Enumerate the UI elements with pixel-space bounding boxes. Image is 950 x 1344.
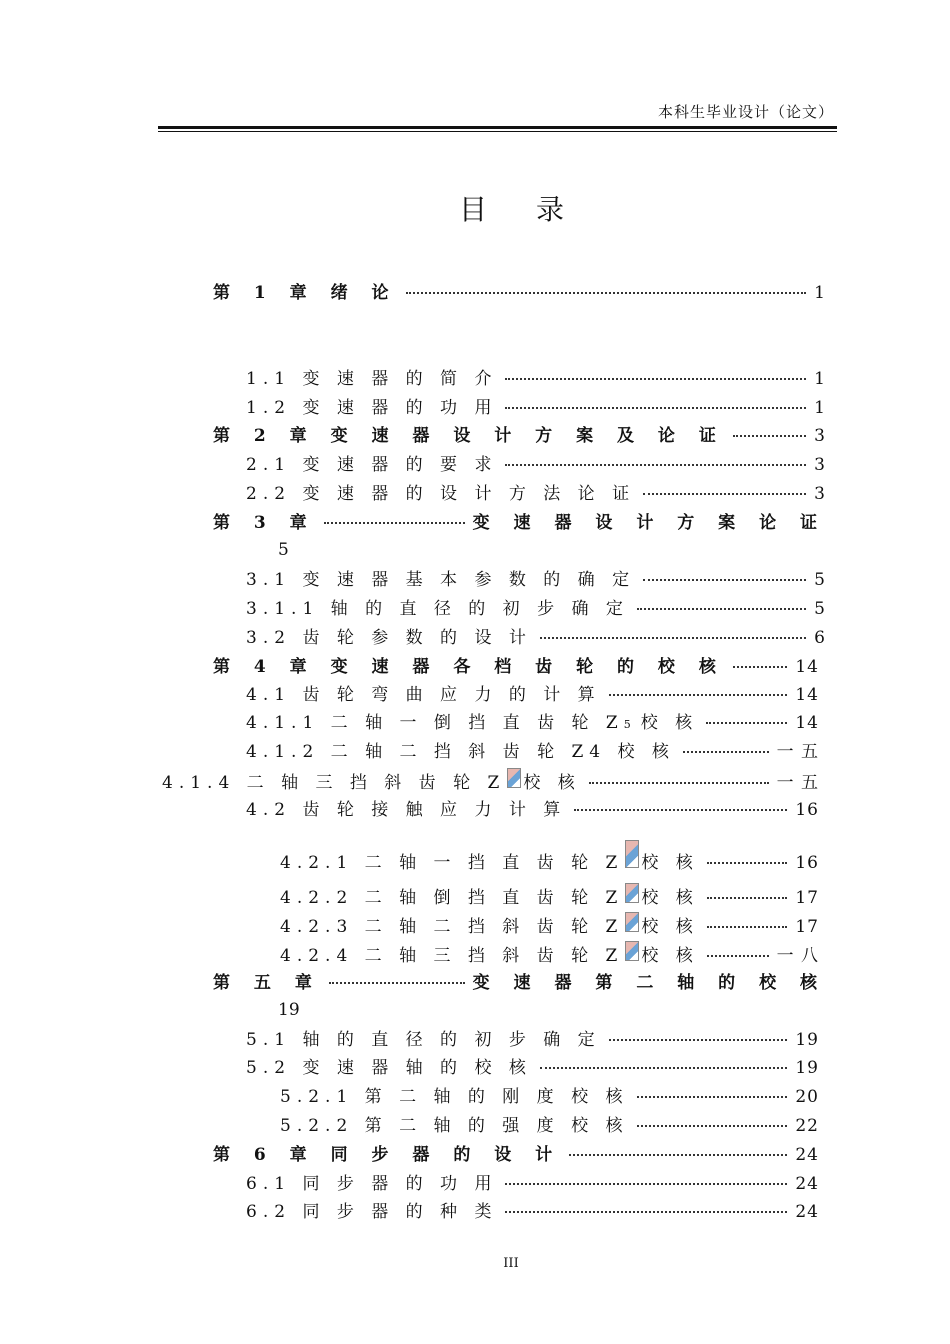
toc-label: 4.1 齿 轮 弯 曲 应 力 的 计 算 — [246, 685, 601, 705]
dot-leader — [733, 666, 788, 668]
toc-label: 5.1 轴 的 直 径 的 初 步 确 定 — [246, 1030, 601, 1050]
dot-leader — [505, 407, 806, 409]
page-number: III — [503, 1256, 519, 1271]
dot-leader — [574, 809, 787, 811]
toc-label: 2.1 变 速 器 的 要 求 — [246, 455, 498, 475]
toc-page: 17 — [795, 888, 819, 908]
dot-leader — [707, 897, 788, 899]
toc-label: 5.2 变 速 器 轴 的 校 核 — [246, 1058, 532, 1078]
toc-entry-3-1[interactable] — [246, 567, 826, 593]
running-header: 本科生毕业设计（论文） — [657, 103, 834, 121]
toc-page: 3 — [814, 426, 826, 446]
toc-entry-4-2-1[interactable] — [280, 840, 819, 873]
toc-label-after: 校 核 — [640, 713, 699, 733]
toc-entry-chapter-1[interactable] — [213, 280, 826, 306]
dot-leader — [569, 1154, 787, 1156]
toc-label: 4.2.3 二 轴 二 挡 斜 齿 轮 Z — [280, 917, 624, 937]
dot-leader — [643, 579, 806, 581]
toc-label: 4.2.1 二 轴 一 挡 直 齿 轮 Z — [280, 853, 624, 873]
toc-entry-4-2-3[interactable] — [280, 912, 819, 938]
dot-leader — [733, 435, 806, 437]
toc-page: 14 — [795, 657, 819, 677]
toc-label: 第 1 章 绪 论 — [213, 283, 398, 303]
dot-leader — [609, 694, 788, 696]
toc-entry-6-2[interactable] — [246, 1199, 819, 1225]
toc-entry-4-1-4[interactable] — [162, 768, 819, 794]
broken-image-icon — [625, 840, 639, 868]
toc-entry-chapter-4[interactable] — [213, 654, 819, 680]
toc-entry-4-1-1[interactable] — [246, 710, 819, 736]
toc-page: 19 — [795, 1058, 819, 1078]
dot-leader — [609, 1039, 788, 1041]
broken-image-icon — [625, 912, 639, 932]
toc-entry-1-2[interactable] — [246, 395, 826, 421]
toc-page: 1 — [814, 283, 826, 303]
toc-label: 5.2.1 第 二 轴 的 刚 度 校 核 — [280, 1087, 629, 1107]
toc-entry-chapter-2[interactable] — [213, 423, 826, 449]
toc-entry-4-1-2[interactable] — [246, 739, 819, 765]
toc-label-after: 校 核 — [641, 853, 699, 873]
toc-label: 4.2.4 二 轴 三 挡 斜 齿 轮 Z — [280, 946, 624, 966]
toc-page: 一 八 — [776, 946, 819, 966]
toc-page: 16 — [795, 853, 819, 873]
toc-page: 5 — [814, 570, 826, 590]
toc-label: 4.1.2 二 轴 二 挡 斜 齿 轮 Z4 校 核 — [246, 742, 675, 762]
header-rule-thin — [158, 131, 837, 132]
toc-label: 第 2 章 变 速 器 设 计 方 案 及 论 证 — [213, 426, 725, 446]
dot-leader — [505, 378, 806, 380]
toc-page: 1 — [814, 369, 826, 389]
toc-page: 16 — [795, 800, 819, 820]
toc-entry-4-2-2[interactable] — [280, 883, 819, 909]
dot-leader — [643, 493, 806, 495]
toc-entry-chapter-3[interactable] — [213, 510, 826, 536]
toc-page: 一 五 — [776, 742, 819, 762]
toc-title: 目 录 — [459, 193, 584, 226]
toc-page-wrapped: 5 — [278, 540, 289, 560]
toc-label-right: 变 速 器 设 计 方 案 论 证 — [472, 513, 826, 533]
toc-label: 5.2.2 第 二 轴 的 强 度 校 核 — [280, 1116, 629, 1136]
toc-label: 2.2 变 速 器 的 设 计 方 法 论 证 — [246, 484, 636, 504]
toc-label: 1.1 变 速 器 的 简 介 — [246, 369, 498, 389]
toc-entry-4-2-4[interactable] — [280, 941, 819, 967]
toc-page: 22 — [795, 1116, 819, 1136]
toc-label: 第 3 章 — [213, 513, 316, 533]
dot-leader — [637, 608, 806, 610]
subscript: 5 — [623, 718, 631, 731]
toc-page: 一 五 — [776, 773, 819, 793]
toc-page: 24 — [795, 1202, 819, 1222]
toc-label: 4.1.1 二 轴 一 倒 挡 直 齿 轮 Z — [246, 713, 624, 733]
toc-label: 3.2 齿 轮 参 数 的 设 计 — [246, 628, 532, 648]
toc-page: 17 — [795, 917, 819, 937]
toc-label: 第 4 章 变 速 器 各 档 齿 轮 的 校 核 — [213, 657, 725, 677]
dot-leader — [589, 782, 769, 784]
header-rule-thick — [158, 126, 837, 129]
toc-page-wrapped: 19 — [278, 1000, 300, 1020]
toc-page: 19 — [795, 1030, 819, 1050]
toc-entry-6-1[interactable] — [246, 1171, 819, 1197]
dot-leader — [707, 955, 769, 957]
toc-page: 5 — [814, 599, 826, 619]
toc-label: 1.2 变 速 器 的 功 用 — [246, 398, 498, 418]
toc-label-after: 校 核 — [641, 888, 699, 908]
toc-entry-chapter-6[interactable] — [213, 1142, 819, 1168]
dot-leader — [707, 926, 788, 928]
toc-label: 4.2 齿 轮 接 触 应 力 计 算 — [246, 800, 567, 820]
toc-page: 24 — [795, 1174, 819, 1194]
toc-entry-5-2-1[interactable] — [280, 1084, 819, 1110]
dot-leader — [406, 292, 807, 294]
toc-label-right: 变 速 器 第 二 轴 的 校 核 — [472, 973, 826, 993]
dot-leader — [707, 862, 788, 864]
toc-label: 4.1.4 二 轴 三 挡 斜 齿 轮 Z — [162, 773, 506, 793]
toc-label: 3.1 变 速 器 基 本 参 数 的 确 定 — [246, 570, 636, 590]
toc-page: 3 — [814, 484, 826, 504]
toc-page: 14 — [795, 685, 819, 705]
toc-label: 6.2 同 步 器 的 种 类 — [246, 1202, 498, 1222]
dot-leader — [706, 722, 787, 724]
toc-label: 4.2.2 二 轴 倒 挡 直 齿 轮 Z — [280, 888, 624, 908]
toc-page: 3 — [814, 455, 826, 475]
toc-page: 20 — [795, 1087, 819, 1107]
toc-page: 24 — [795, 1145, 819, 1165]
toc-entry-3-2[interactable] — [246, 625, 826, 651]
dot-leader — [329, 982, 465, 984]
toc-page: 14 — [795, 713, 819, 733]
toc-label-after: 校 核 — [523, 773, 581, 793]
toc-entry-2-2[interactable] — [246, 481, 826, 507]
toc-entry-chapter-5[interactable] — [213, 970, 826, 996]
toc-entry-3-1-1[interactable] — [246, 596, 826, 622]
toc-entry-5-2[interactable] — [246, 1055, 819, 1081]
dot-leader — [505, 1211, 787, 1213]
toc-label-after: 校 核 — [641, 946, 699, 966]
toc-entry-2-1[interactable] — [246, 452, 826, 478]
toc-entry-5-1[interactable] — [246, 1027, 819, 1053]
toc-page: 1 — [814, 398, 826, 418]
toc-entry-5-2-2[interactable] — [280, 1113, 819, 1139]
dot-leader — [324, 522, 465, 524]
broken-image-icon — [625, 883, 639, 903]
dot-leader — [683, 751, 769, 753]
dot-leader — [637, 1096, 788, 1098]
dot-leader — [540, 637, 806, 639]
dot-leader — [540, 1067, 787, 1069]
dot-leader — [505, 464, 806, 466]
dot-leader — [637, 1125, 788, 1127]
toc-label: 6.1 同 步 器 的 功 用 — [246, 1174, 498, 1194]
toc-label: 第 6 章 同 步 器 的 设 计 — [213, 1145, 562, 1165]
toc-entry-1-1[interactable] — [246, 366, 826, 392]
toc-entry-4-2[interactable] — [246, 797, 819, 823]
toc-label: 3.1.1 轴 的 直 径 的 初 步 确 定 — [246, 599, 629, 619]
broken-image-icon — [625, 941, 639, 961]
toc-label-after: 校 核 — [641, 917, 699, 937]
toc-entry-4-1[interactable] — [246, 682, 819, 708]
broken-image-icon — [507, 768, 521, 788]
dot-leader — [505, 1183, 787, 1185]
toc-page: 6 — [814, 628, 826, 648]
toc-label: 第 五 章 — [213, 973, 321, 993]
